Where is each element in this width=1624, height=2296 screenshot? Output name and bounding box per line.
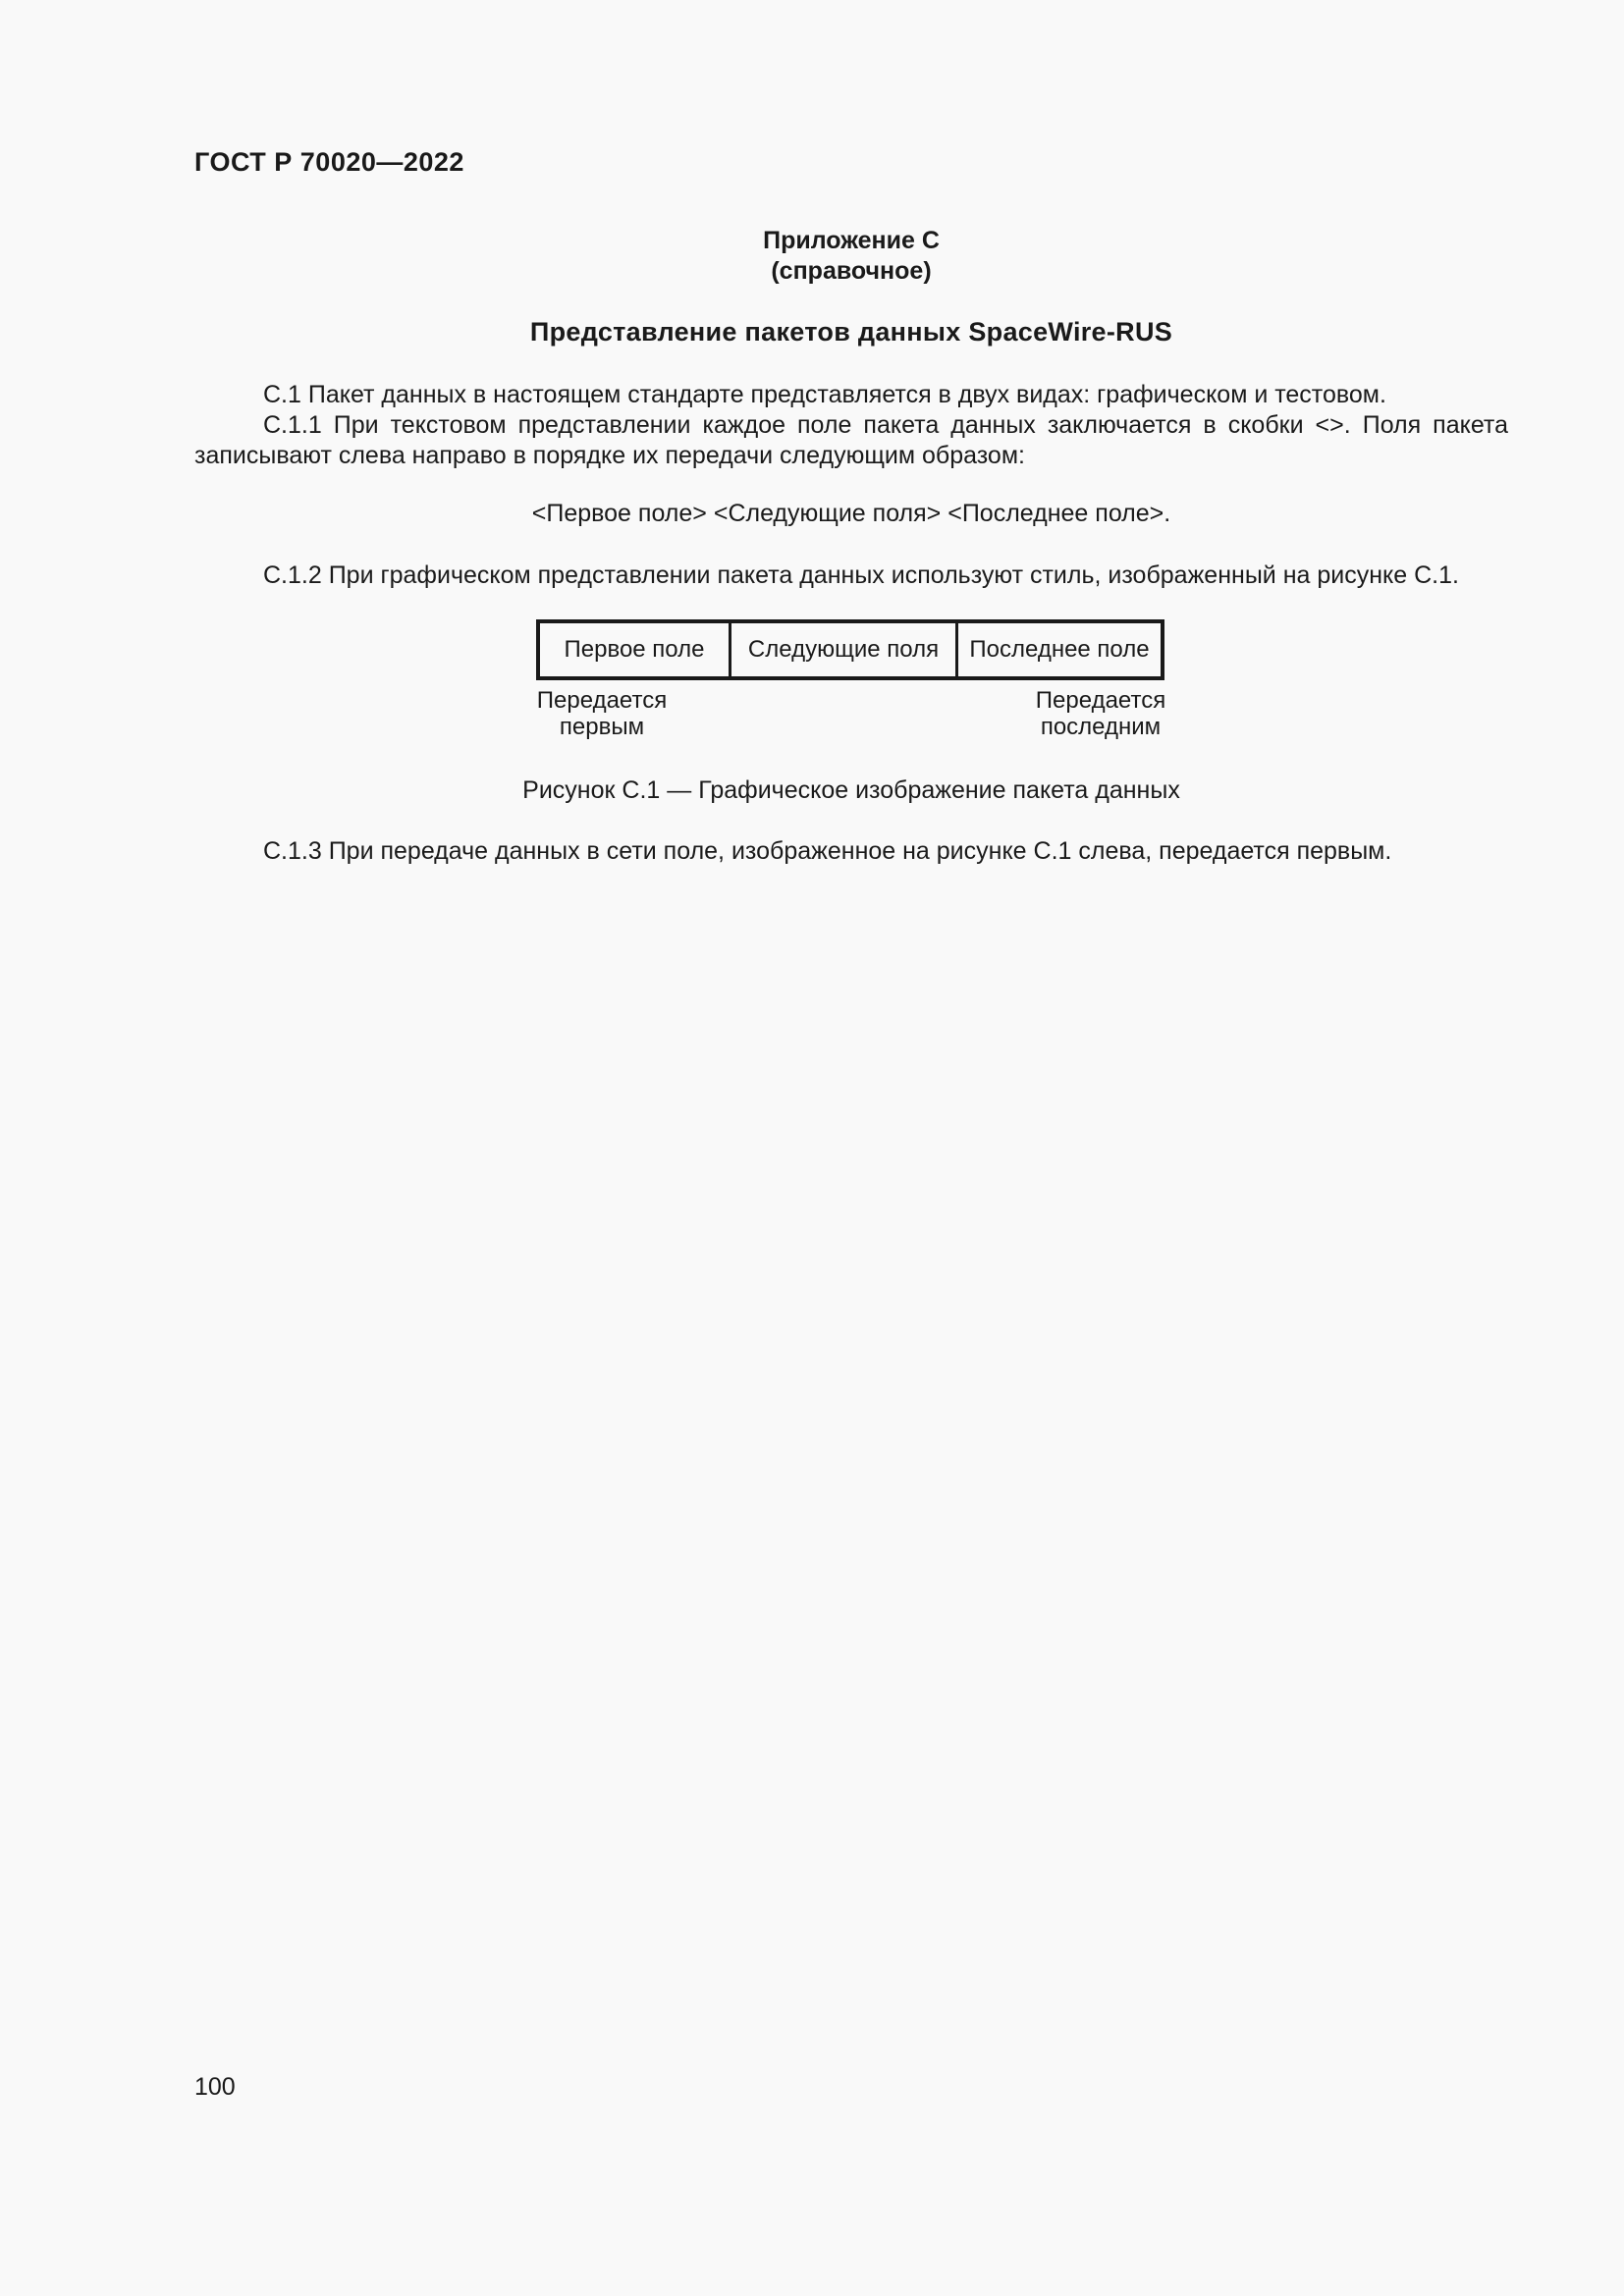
document-code: ГОСТ Р 70020—2022 bbox=[194, 147, 464, 177]
appendix-title: Представление пакетов данных SpaceWire-RUS bbox=[529, 317, 1173, 347]
note-left-line-2: первым bbox=[559, 714, 645, 740]
note-right-line-2: последним bbox=[1040, 714, 1162, 740]
paragraph-c1: С.1 Пакет данных в настоящем стандарте представляется в двух видах: графическом и тестовом. bbox=[263, 381, 1386, 408]
appendix-label: Приложение С bbox=[763, 227, 940, 254]
note-right-line-1: Передается bbox=[1035, 687, 1166, 714]
packet-cell-first: Первое поле bbox=[564, 636, 705, 663]
paragraph-c1-3: С.1.3 При передаче данных в сети поле, изображенное на рисунке С.1 слева, передается первым. bbox=[263, 837, 1392, 865]
note-left-line-1: Передается bbox=[536, 687, 668, 714]
appendix-heading bbox=[0, 226, 1624, 287]
note-transmitted-first bbox=[536, 687, 668, 740]
appendix-status: (справочное) bbox=[771, 257, 932, 285]
packet-formula: <Первое поле> <Следующие поля> <Последнее поле>. bbox=[531, 500, 1171, 527]
paragraph-c1-2: С.1.2 При графическом представлении пакета данных используют стиль, изображенный на рисунке С.1. bbox=[263, 561, 1459, 589]
page-number: 100 bbox=[194, 2073, 236, 2101]
packet-cell-last: Последнее поле bbox=[955, 623, 1161, 676]
figure-caption: Рисунок С.1 — Графическое изображение пакета данных bbox=[522, 776, 1180, 804]
paragraph-c1-1: С.1.1 При текстовом представлении каждое поле пакета данных заключается в скобки <>. Поля пакета записывают слева направо в порядке их передачи следующим образом: bbox=[194, 411, 1508, 469]
packet-cell-next: Следующие поля bbox=[729, 623, 955, 676]
packet-diagram bbox=[536, 619, 1164, 680]
note-transmitted-last bbox=[1032, 687, 1169, 740]
